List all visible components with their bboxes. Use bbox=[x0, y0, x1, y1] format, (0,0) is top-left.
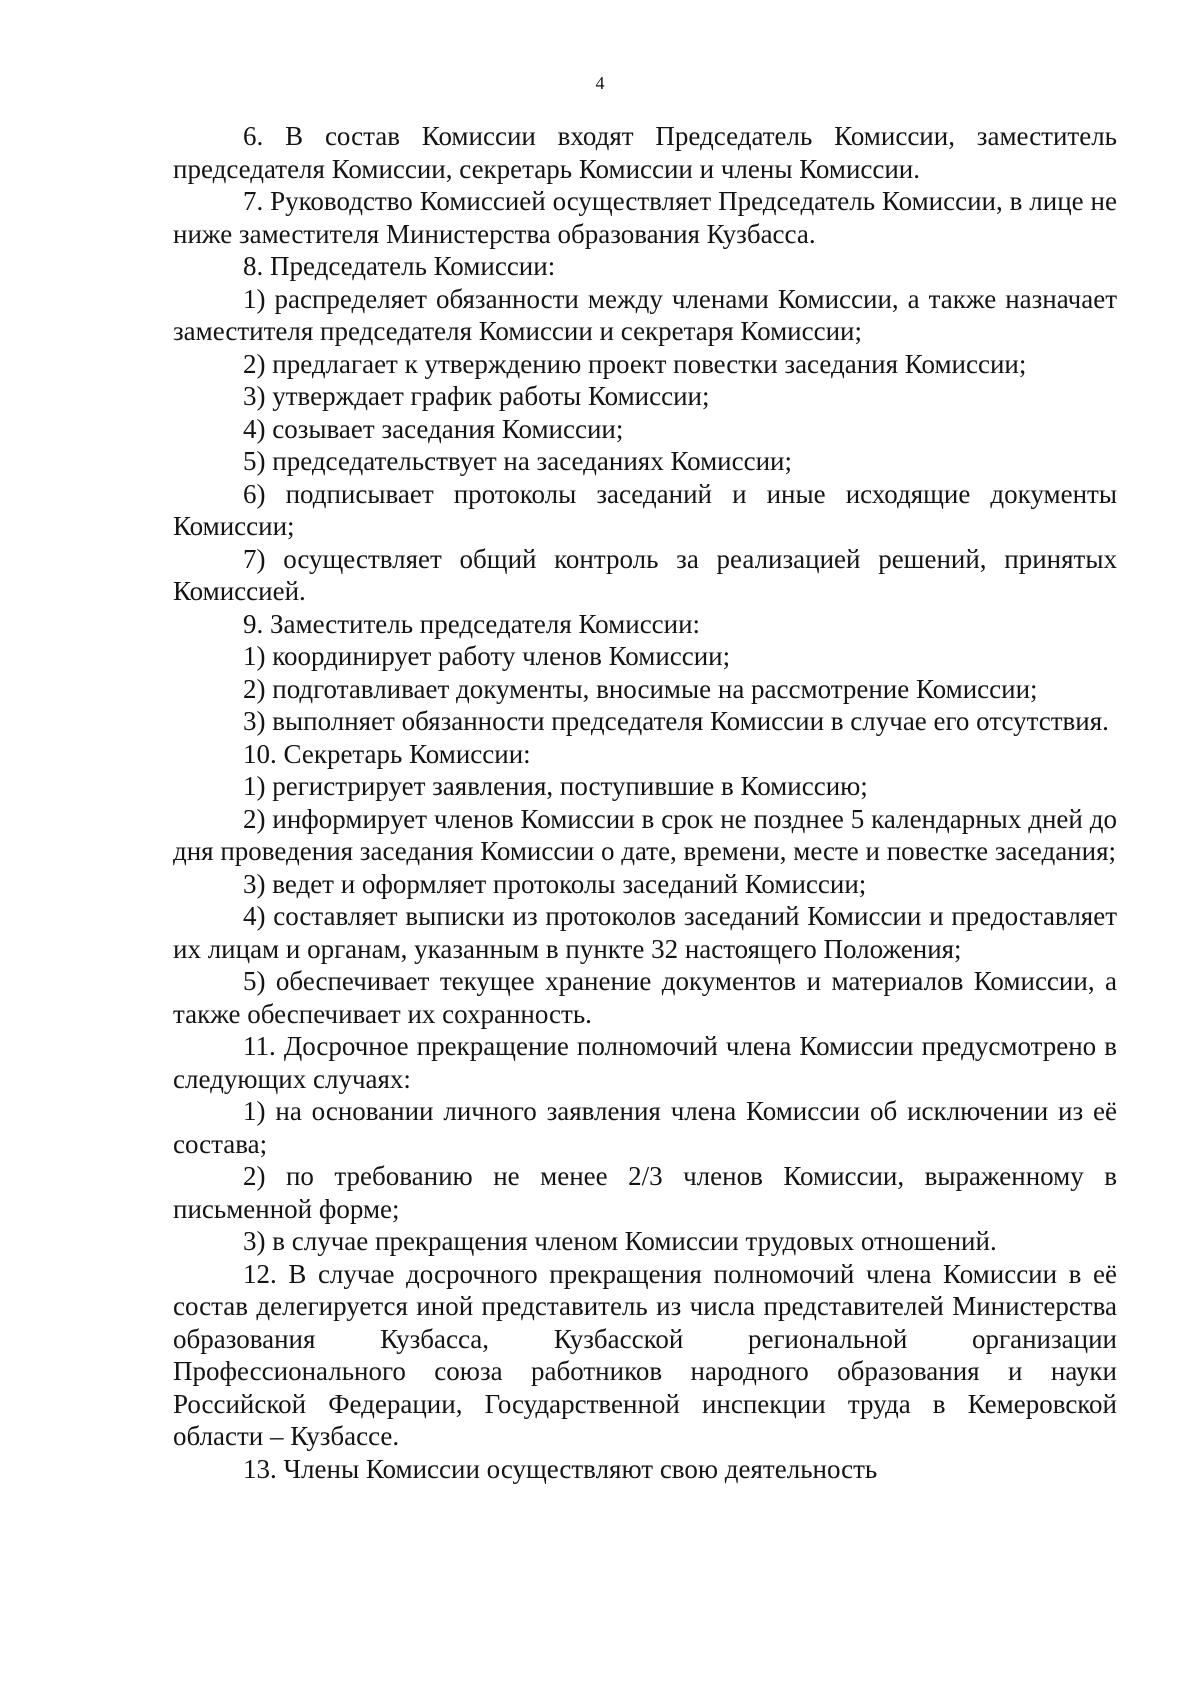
paragraph-8-item-6: 6) подписывает протоколы заседаний и иные исходящие документы Комиссии; bbox=[173, 478, 1117, 541]
paragraph-9-item-3: 3) выполняет обязанности председателя Комиссии в случае его отсутствия. bbox=[243, 706, 1109, 736]
paragraph-8-item-3: 3) утверждает график работы Комиссии; bbox=[243, 381, 710, 411]
paragraph-13: 13. Члены Комиссии осуществляют свою деятельность bbox=[243, 1453, 878, 1484]
paragraph-8-item-2: 2) предлагает к утверждению проект повестки заседания Комиссии; bbox=[243, 348, 1027, 379]
paragraph-10-item-3: 3) ведет и оформляет протоколы заседаний Комиссии; bbox=[243, 868, 867, 899]
paragraph-11-item-2: 2) по требованию не менее 2/3 членов Комиссии, выраженному в письменной форме; bbox=[173, 1161, 1117, 1224]
paragraph-7: 7. Руководство Комиссией осуществляет Председатель Комиссии, в лице не ниже заместителя Министерства образования Кузбасса. bbox=[173, 186, 1117, 249]
paragraph-9-item-1: 1) координирует работу членов Комиссии; bbox=[243, 641, 731, 671]
paragraph-6: 6. В состав Комиссии входят Председатель Комиссии, заместитель председателя Комиссии, секретарь Комиссии и члены Комиссии. bbox=[173, 121, 1117, 184]
paragraph-11-item-1: 1) на основании личного заявления члена Комиссии об исключении из её состава; bbox=[173, 1096, 1117, 1159]
document-body bbox=[173, 120, 1117, 1485]
paragraph-10-item-1: 1) регистрирует заявления, поступившие в Комиссию; bbox=[243, 771, 868, 801]
page-number: 4 bbox=[595, 73, 605, 93]
paragraph-9-item-2: 2) подготавливает документы, вносимые на рассмотрение Комиссии; bbox=[243, 673, 1038, 704]
paragraph-10-item-2: 2) информирует членов Комиссии в срок не позднее 5 календарных дней до дня проведения заседания Комиссии о дате, времени, месте и повестке заседания; bbox=[173, 803, 1117, 866]
paragraph-11-heading: 11. Досрочное прекращение полномочий члена Комиссии предусмотрено в следующих случаях: bbox=[173, 1031, 1117, 1094]
paragraph-9-heading: 9. Заместитель председателя Комиссии: bbox=[243, 608, 701, 639]
paragraph-8-heading: 8. Председатель Комиссии: bbox=[243, 251, 556, 281]
paragraph-10-item-5: 5) обеспечивает текущее хранение документов и материалов Комиссии, а также обеспечивает их сохранность. bbox=[173, 966, 1117, 1029]
paragraph-8-item-7: 7) осуществляет общий контроль за реализацией решений, принятых Комиссией. bbox=[173, 543, 1117, 606]
paragraph-8-item-4: 4) созывает заседания Комиссии; bbox=[243, 413, 624, 444]
paragraph-10-item-4: 4) составляет выписки из протоколов заседаний Комиссии и предоставляет их лицам и органам, указанным в пункте 32 настоящего Положения; bbox=[173, 901, 1117, 964]
paragraph-12: 12. В случае досрочного прекращения полномочий члена Комиссии в её состав делегируется иной представитель из числа представителей Министерства образования Кузбасса, Кузбасской региональной организации Профессионального союза работников народного образования и науки Российской Федерации, Государственной инспекции труда в Кемеровской области – Кузбассе. bbox=[173, 1258, 1117, 1451]
paragraph-10-heading: 10. Секретарь Комиссии: bbox=[243, 738, 531, 769]
paragraph-11-item-3: 3) в случае прекращения членом Комиссии трудовых отношений. bbox=[243, 1226, 997, 1256]
paragraph-8-item-1: 1) распределяет обязанности между членами Комиссии, а также назначает заместителя председателя Комиссии и секретаря Комиссии; bbox=[173, 283, 1117, 346]
paragraph-8-item-5: 5) председательствует на заседаниях Комиссии; bbox=[243, 446, 792, 476]
